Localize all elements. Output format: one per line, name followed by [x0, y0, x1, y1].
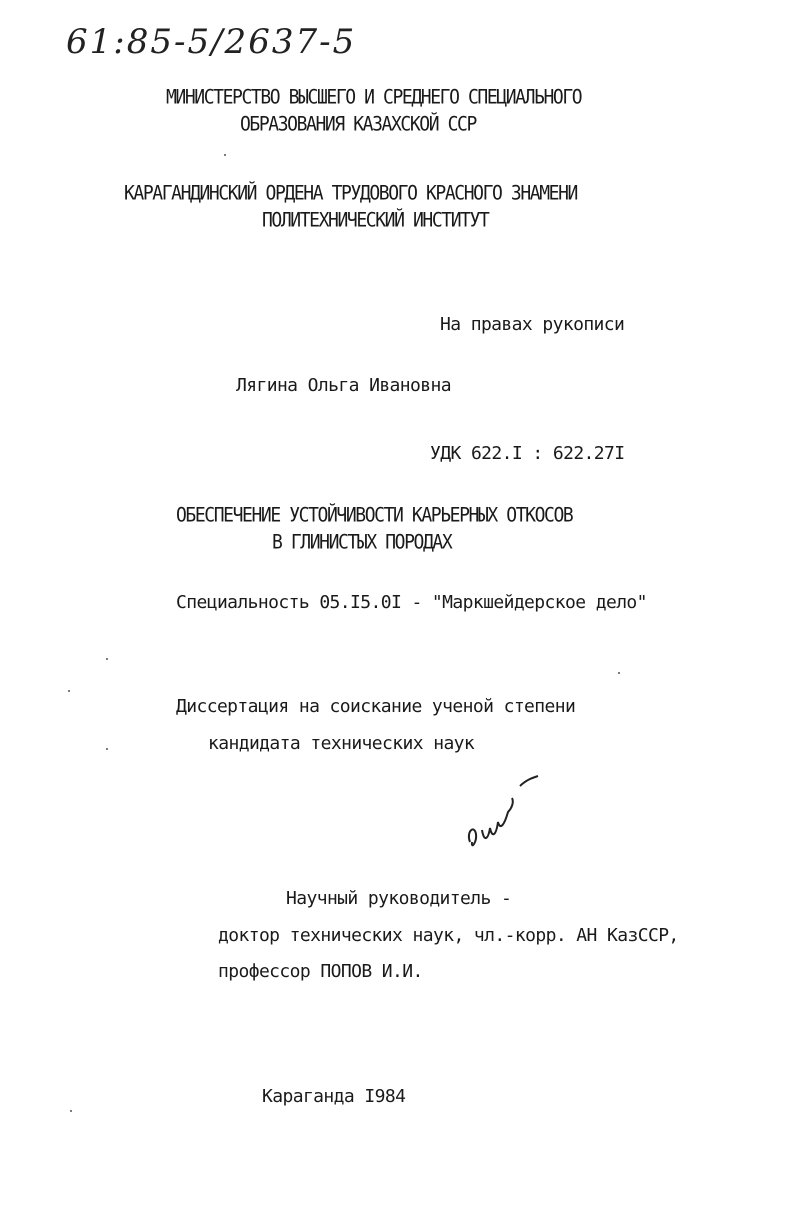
scan-speck — [106, 658, 108, 660]
dissertation-line-1: Диссертация на соискание ученой степени — [176, 696, 576, 717]
author-name: Лягина Ольга Ивановна — [236, 375, 451, 396]
institute-line-1: КАРАГАНДИНСКИЙ ОРДЕНА ТРУДОВОГО КРАСНОГО ЗНАМЕНИ — [124, 182, 577, 205]
udc-code: УДК 622.I : 622.27I — [430, 443, 625, 464]
scan-speck — [618, 672, 620, 674]
thesis-title-line-1: ОБЕСПЕЧЕНИЕ УСТОЙЧИВОСТИ КАРЬЕРНЫХ ОТКОСОВ — [176, 504, 573, 527]
institute-line-2: ПОЛИТЕХНИЧЕСКИЙ ИНСТИТУТ — [262, 209, 489, 232]
archive-code-handwritten: 61:85-5/2637-5 — [66, 22, 357, 62]
ministry-line-2: ОБРАЗОВАНИЯ КАЗАХСКОЙ ССР — [240, 113, 476, 136]
scan-speck — [224, 154, 226, 156]
manuscript-note: На правах рукописи — [440, 314, 625, 335]
dissertation-line-2: кандидата технических наук — [208, 733, 475, 754]
supervisor-line-3: профессор ПОПОВ И.И. — [218, 961, 423, 982]
signature-mark — [462, 772, 552, 862]
scan-speck — [70, 1110, 72, 1112]
specialty: Специальность 05.I5.0I - "Маркшейдерское дело" — [176, 592, 647, 613]
place-year: Караганда I984 — [262, 1086, 406, 1107]
supervisor-line-1: Научный руководитель - — [286, 888, 512, 909]
scan-speck — [68, 690, 70, 692]
ministry-line-1: МИНИСТЕРСТВО ВЫСШЕГО И СРЕДНЕГО СПЕЦИАЛЬНОГО — [166, 86, 582, 109]
supervisor-line-2: доктор технических наук, чл.-корр. АН КазССР, — [218, 925, 679, 946]
thesis-title-line-2: В ГЛИНИСТЫХ ПОРОДАХ — [272, 531, 452, 554]
scan-speck — [106, 748, 108, 750]
